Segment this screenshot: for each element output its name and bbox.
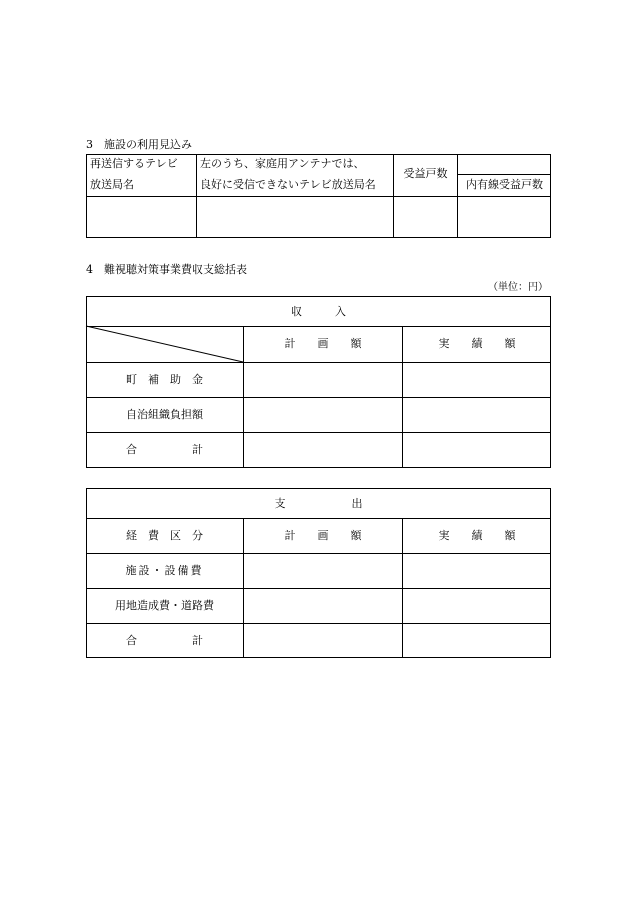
expense-title: 支 出 [274,497,363,510]
section3-heading: 3 施設の利用見込み [86,138,192,151]
expense-row-divider-2 [86,553,551,554]
expense-row-divider-3 [86,588,551,589]
income-row-total: 合 計 [126,443,203,456]
income-title: 収 入 [291,305,346,318]
income-row-divider-2 [86,362,551,363]
income-row-town-subsidy: 町 補 助 金 [126,373,203,386]
col-header-poor-reception-line2: 良好に受信できないテレビ放送局名 [200,178,376,191]
col-header-cable-beneficiary-households: 内有線受益戸数 [466,178,543,191]
expense-row-divider-4 [86,623,551,624]
expense-row-facilities: 施設・設備費 [125,564,204,577]
expense-category-header: 経 費 区 分 [126,529,203,542]
income-plan-header: 計 画 額 [284,337,362,350]
usage-table-subheader-divider [457,174,551,175]
expense-actual-header: 実 績 額 [438,529,516,542]
unit-label: （単位：円） [488,282,548,293]
usage-table-header-divider [86,196,551,197]
col-header-retransmit-line2: 放送局名 [90,178,134,191]
income-row-divider-3 [86,397,551,398]
expense-row-divider-1 [86,518,551,519]
expense-row-total: 合 計 [126,634,203,647]
section4-heading: 4 難視聴対策事業費収支総括表 [86,263,247,276]
expense-plan-header: 計 画 額 [284,529,362,542]
income-actual-header: 実 績 額 [438,337,516,350]
expense-row-land-roads: 用地造成費・道路費 [115,599,214,612]
col-header-retransmit-line1: 再送信するテレビ [90,157,178,170]
usage-table-col-divider-3 [457,154,458,238]
col-header-beneficiary-households: 受益戸数 [403,167,448,180]
income-row-local-burden: 自治組織負担額 [126,408,203,421]
income-diagonal-line [86,326,243,362]
usage-table-col-divider-1 [196,154,197,238]
income-row-divider-4 [86,432,551,433]
col-header-poor-reception-line1: 左のうち、家庭用アンテナでは、 [200,157,365,170]
